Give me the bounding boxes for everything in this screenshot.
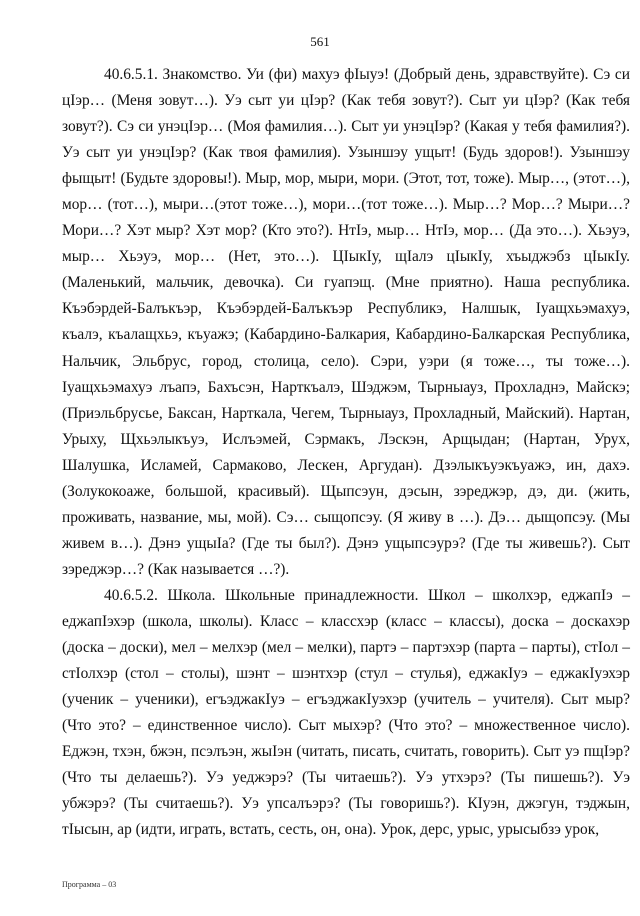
page-number: 561 [310,34,330,49]
section-paragraph-40-6-5-1: 40.6.5.1. Знакомство. Уи (фи) махуэ фIыуэ! (Добрый день, здравствуйте). Сэ си цIэр… (Меня зовут…). Уэ сыт уи цIэр? (Как тебя зовут?). Сыт уи цIэр? (Как тебя зовут?). Сэ си унэцIэр… (Моя фамилия…). Сыт уи унэцIэр? (Какая у тебя фамилия?). Уэ сыт уи унэцIэр? (Как твоя фамилия). Узыншэу ущыт! (Будь здоров!). Узыншэу фыщыт! (Будьте здоровы!). Мыр, мор, мыри, мори. (Этот, тот, тоже). Мыр…, (этот…), мор… (тот…), мыри…(этот тоже…), мори…(тот тоже…). Мыр…? Мор…? Мыри…? Мори…? Хэт мыр? Хэт мор? (Кто это?). НтIэ, мыр… НтIэ, мор… (Да это…). Хьэуэ, мыр… Хьэуэ, мор… (Нет, это…). ЦIыкIу, щIалэ цIыкIу, хъыджэбз цIыкIу. (Маленький, мальчик, девочка). Си гуапэщ. (Мне приятно). Наша республика. Къэбэрдей-Балъкъэр, Къэбэрдей-Балъкъэр Республикэ, Налшык, Iуащхьэмахуэ, къалэ, къалащхьэ, къуажэ; (Кабардино-Балкария, Кабардино-Балкарская Республика, Нальчик, Эльбрус, город, столица, село). Сэри, уэри (я тоже…, ты тоже…). Iуащхьэмахуэ лъапэ, Бахъсэн, Нарткъалэ, Шэджэм, Тырныауз, Прохладнэ, Майскэ; (Приэльбрусье, Баксан, Нарткала, Чегем, Тырныауз, Прохладный, Майский). Нартан, Урыху, Щхьэлыкъуэ, Ислъэмей, Сэрмакъ, Лэскэн, Арщыдан; (Нартан, Урух, Шалушка, Исламей, Сармаково, Лескен, Аргудан). Дзэлыкъуэкъуажэ, ин, дахэ. (Золукокоаже, большой, красивый). Щыпсэун, дэсын, зэреджэр, дэ, ди. (жить, проживать, название, мы, мой). Сэ… сыщопсэу. (Я живу в …). Дэ… дыщопсэу. (Мы живем в…). Дэнэ ущыIа? (Где ты был?). Дэнэ ущыпсэурэ? (Где ты живешь?). Сыт зэреджэр…? (Как называется …?). [62,66,630,578]
page-footer: Программа – 03 [62,880,117,889]
body-text [62,62,630,843]
section-paragraph-40-6-5-2: 40.6.5.2. Школа. Школьные принадлежности. Школ – школхэр, еджапIэ – еджапIэхэр (школа, школы). Класс – классхэр (класс – классы), доска – доскахэр (доска – доски), мел – мелхэр (мел – мелки), партэ – партэхэр (парта – парты), стIол – стIолхэр (стол – столы), шэнт – шэнтхэр (стул – стулья), еджакIуэ – еджакIуэхэр (ученик – ученики), егъэджакIуэ – егъэджакIуэхэр (учитель – учителя). Сыт мыр? (Что это? – единственное число). Сыт мыхэр? (Что это? – множественное число). Еджэн, тхэн, бжэн, псэлъэн, жыIэн (читать, писать, считать, говорить). Сыт уэ пщIэр? (Что ты делаешь?). Уэ уеджэрэ? (Ты читаешь?). Уэ утхэрэ? (Ты пишешь?). Уэ убжэрэ? (Ты считаешь?). Уэ упсалъэрэ? (Ты говоришь?). КIуэн, джэгун, тэджын, тIысын, ар (идти, играть, встать, сесть, он, она). Урок, дерс, урыс, урысыбзэ урок, [62,586,630,839]
